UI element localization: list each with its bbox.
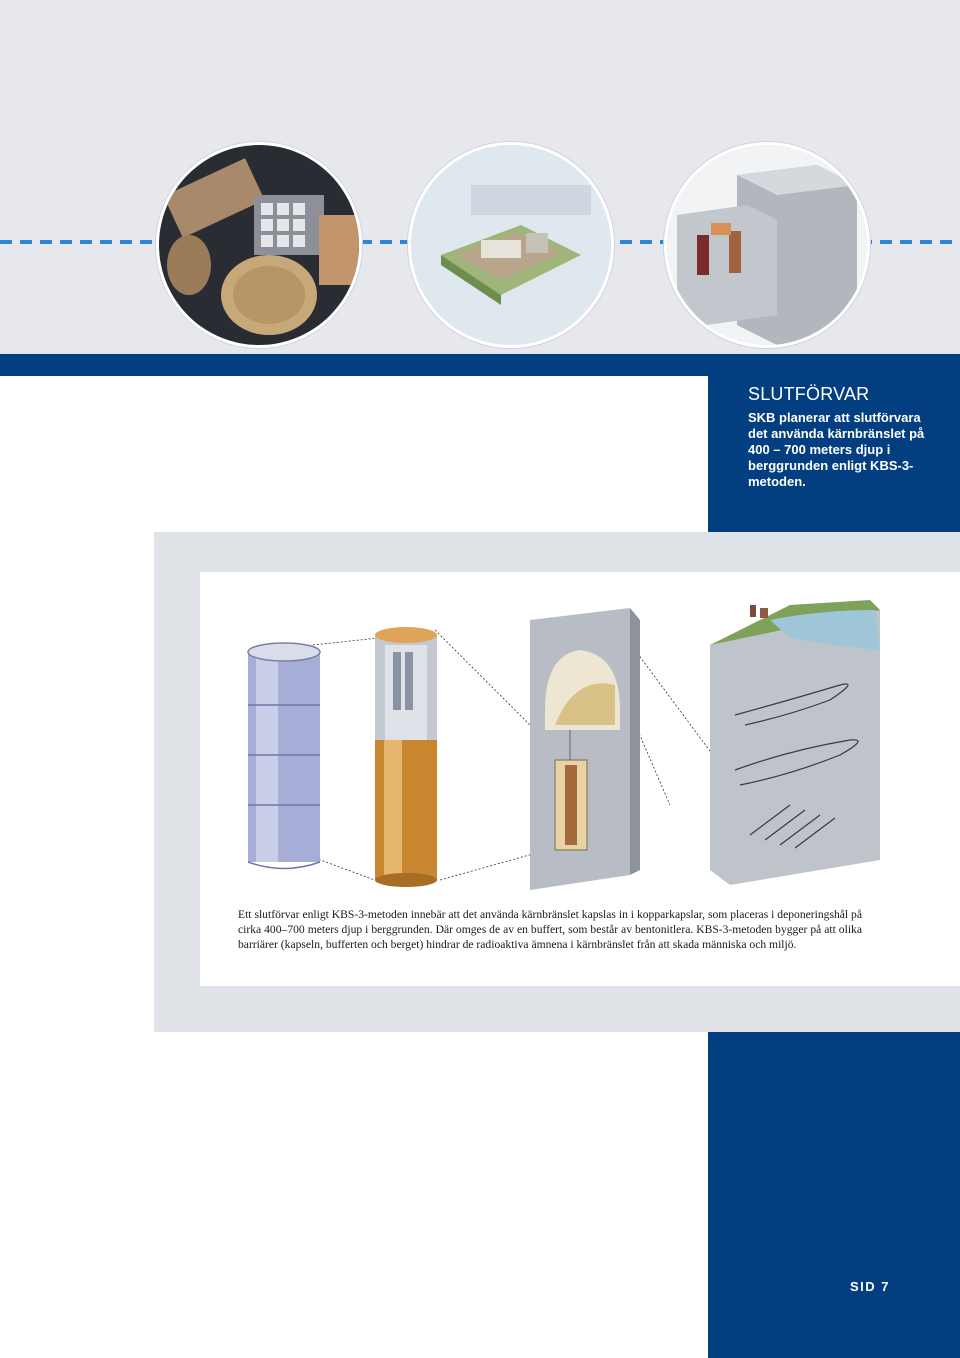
photo-facility-aerial — [408, 142, 614, 348]
figure-caption: Ett slutförvar enligt KBS-3-metoden innebär att det använda kärnbränslet kapslas in i kopparkapslar, som placeras i deponeringshål på cirka 400–700 meters djup i berggrunden. Där omges de av en buffert, som består av bentonitlera. KBS-3-metoden bygger på att olika barriärer (kapseln, bufferten och berget) hindrar de radioaktiva ämnena i kärnbränslet från att skada människa och miljö. — [238, 908, 862, 951]
copper-canister — [375, 627, 437, 887]
tunnel-block — [530, 608, 640, 890]
blue-title-band — [0, 354, 960, 376]
photo-fuel-canisters — [156, 142, 362, 348]
footer-blue-block — [708, 1032, 960, 1358]
page-title: SLUTFÖRVAR — [748, 384, 870, 404]
photo-rock-section — [664, 142, 870, 348]
bedrock-block — [710, 600, 880, 885]
page-number: SID 7 — [849, 1279, 890, 1294]
insert-cylinder — [248, 643, 320, 869]
intro-text: SKB planerar att slutförvara det använda kärnbränslet på 400 – 700 meters djup i berggrunden enligt KBS-3-metoden. — [748, 410, 925, 489]
kbs3-illustration — [230, 590, 890, 895]
